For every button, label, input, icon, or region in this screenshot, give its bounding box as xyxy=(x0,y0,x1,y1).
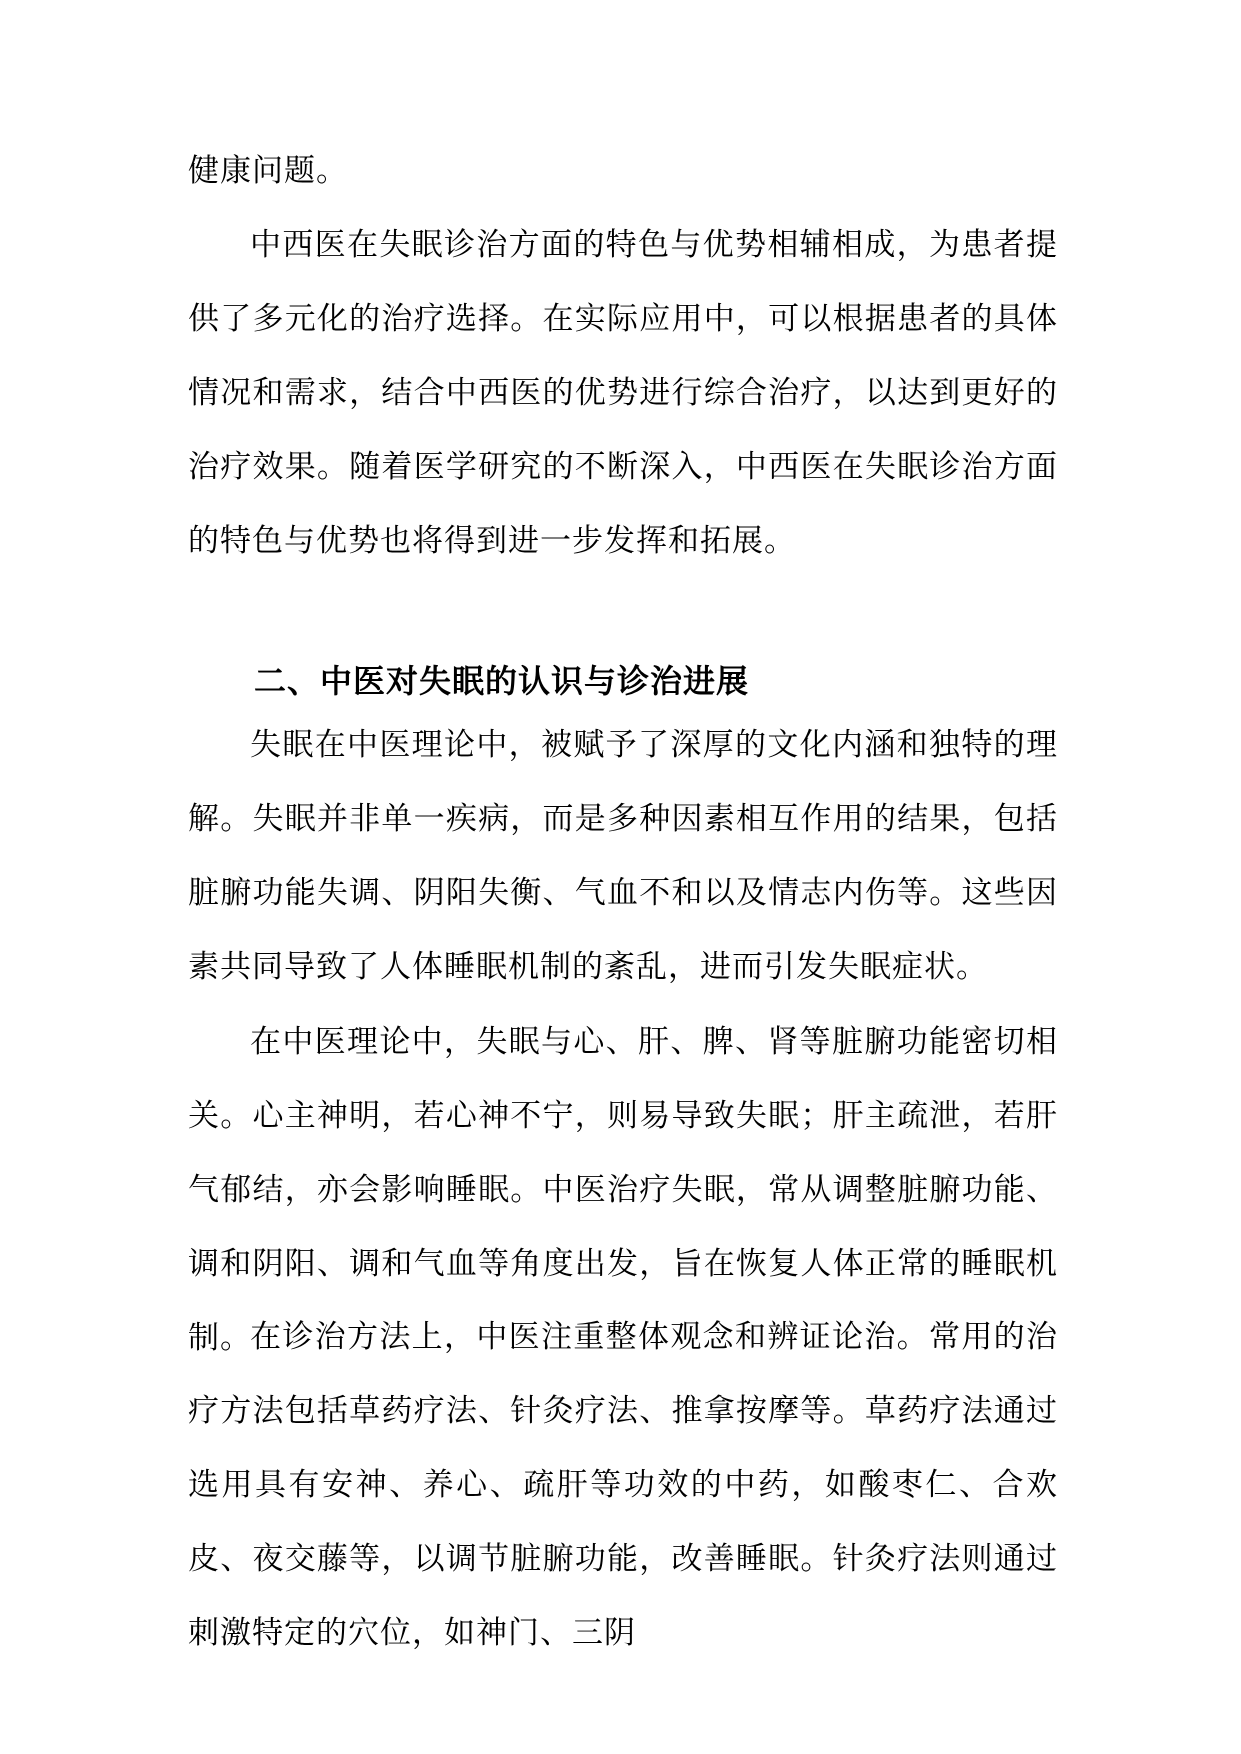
paragraph-integration-summary: 中西医在失眠诊治方面的特色与优势相辅相成，为患者提供了多元化的治疗选择。在实际应用中，可以根据患者的具体情况和需求，结合中西医的优势进行综合治疗，以达到更好的治疗效果。随着医学研究的不断深入，中西医在失眠诊治方面的特色与优势也将得到进一步发挥和拓展。 xyxy=(188,227,1058,559)
paragraph-continuation: 健康问题。 xyxy=(188,153,348,189)
section-heading: 二、中医对失眠的认识与诊治进展 xyxy=(254,661,750,700)
paragraph-tcm-understanding: 失眠在中医理论中，被赋予了深厚的文化内涵和独特的理解。失眠并非单一疾病，而是多种因素相互作用的结果，包括脏腑功能失调、阴阳失衡、气血不和以及情志内伤等。这些因素共同导致了人体睡眠机制的紊乱，进而引发失眠症状。 xyxy=(188,727,1058,985)
paragraph-treatment-methods: 在诊治方法上，中医注重整体观念和辨证论治。常用的治疗方法包括草药疗法、针灸疗法、推拿按摩等。草药疗法通过选用具有安神、养心、疏肝等功效的中药，如酸枣仁、合欢皮、夜交藤等，以调节脏腑功能，改善睡眠。针灸疗法则通过刺激特定的穴位，如神门、三阴 xyxy=(188,1319,1058,1651)
paragraph-organ-relation: 在中医理论中，失眠与心、肝、脾、肾等脏腑功能密切相关。心主神明，若心神不宁，则易导致失眠；肝主疏泄，若肝气郁结，亦会影响睡眠。中医治疗失眠，常从调整脏腑功能、调和阴阳、调和气血等角度出发，旨在恢复人体正常的睡眠机制。 xyxy=(188,1024,1058,1356)
